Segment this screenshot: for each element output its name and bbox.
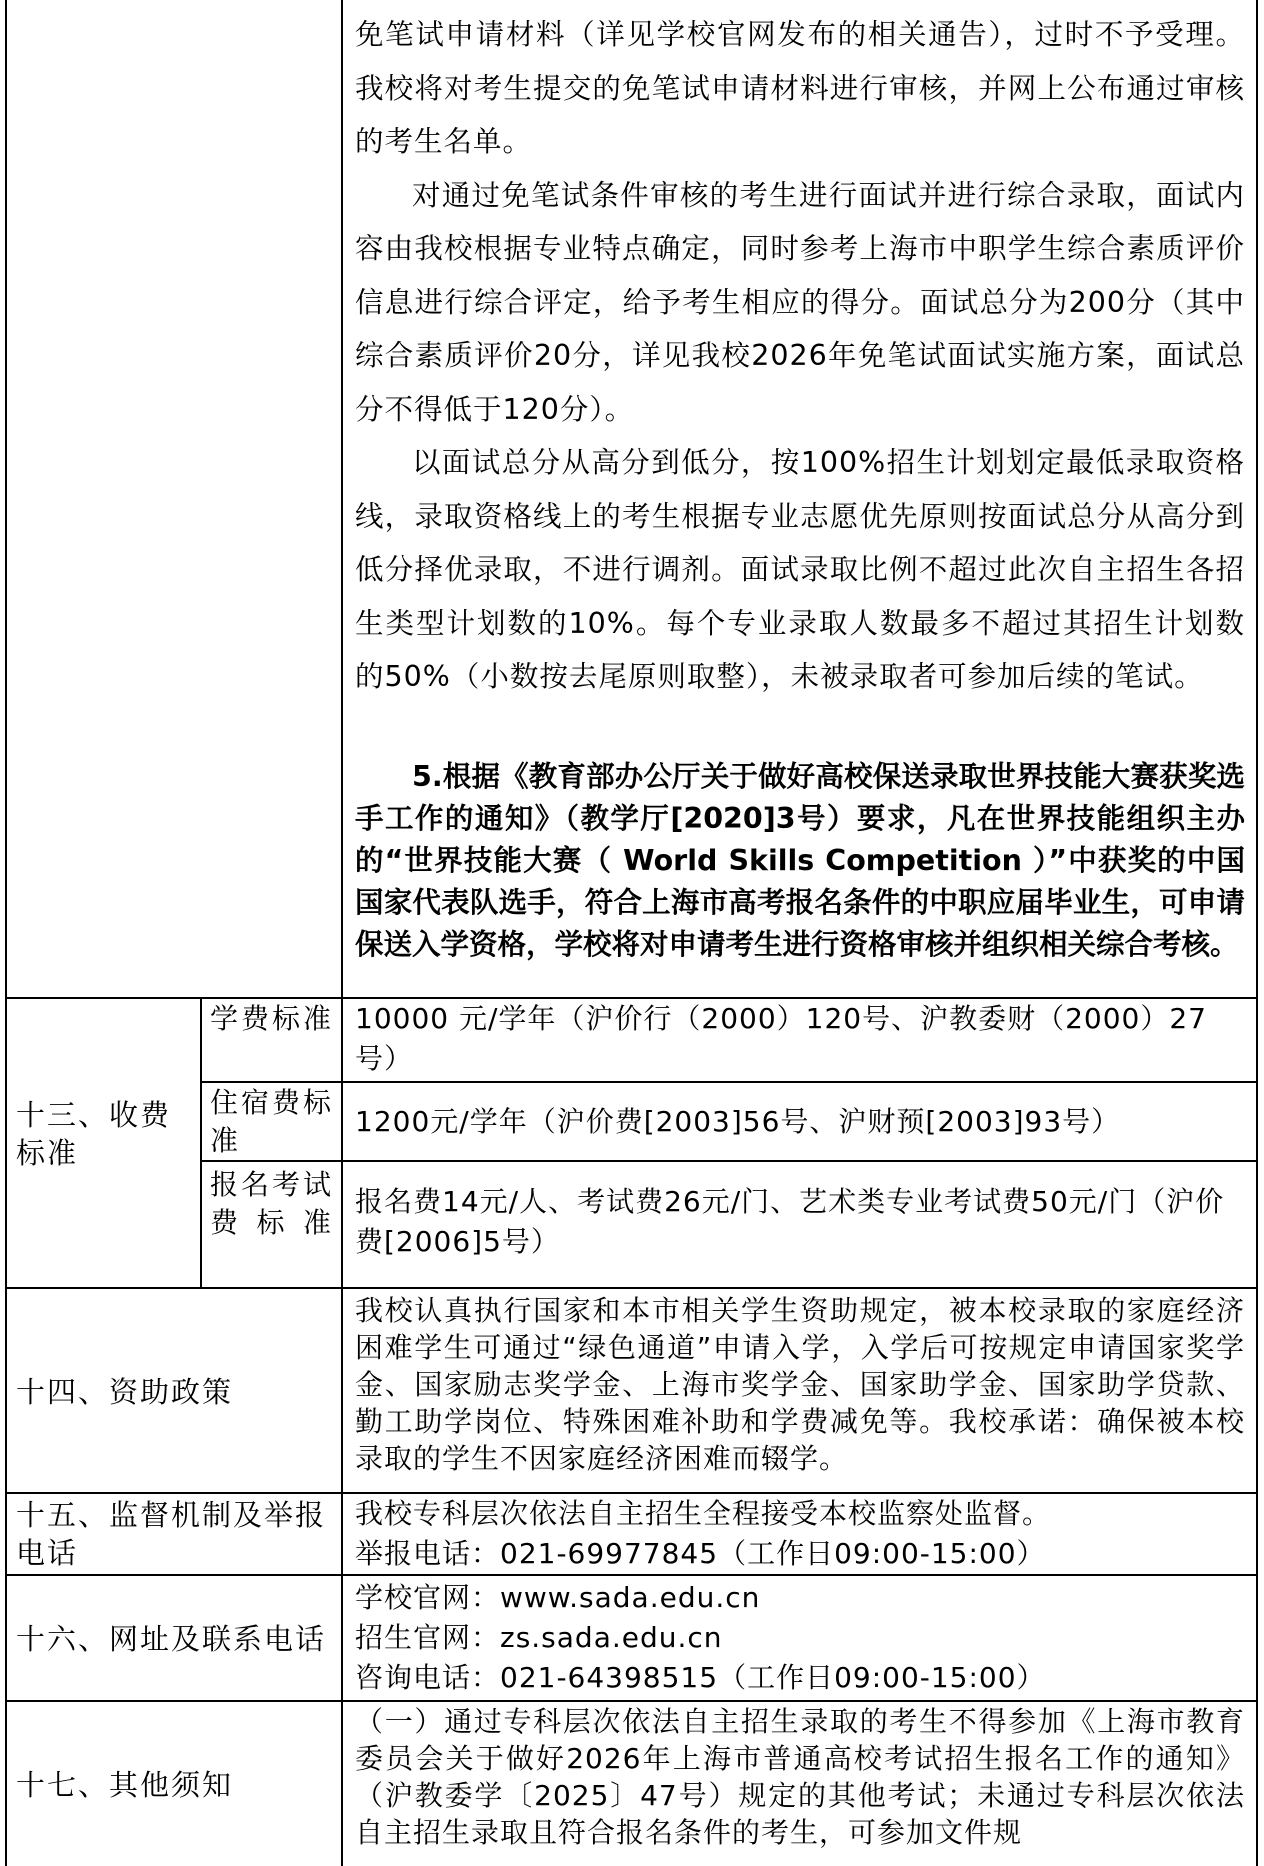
- other-notes-text: [355, 1703, 1245, 1851]
- section-label-aid: [16, 1290, 336, 1490]
- row-border: [5, 1287, 1258, 1289]
- label-text: 十四、资助政策: [16, 1374, 234, 1409]
- value-text: 1200元/学年（沪价费[2003]56号、沪财预[2003]93号）: [355, 1105, 1121, 1138]
- row-border: [200, 1081, 1258, 1083]
- value-text: （一）通过专科层次依法自主招生录取的考生不得参加《上海市教育委员会关于做好2026年上海市普通高校考试招生报名工作的通知》（沪教委学〔2025〕47号）规定的其他考试；未通过专科层次依法自主招生录取且符合报名条件的考生，可参加文件规: [355, 1705, 1245, 1849]
- exam-fee-label: [202, 1166, 341, 1242]
- exam-fee-value: [355, 1182, 1245, 1262]
- aid-policy-text: [355, 1292, 1245, 1477]
- paragraph: 免笔试申请材料（详见学校官网发布的相关通告），过时不予受理。我校将对考生提交的免笔试申请材料进行审核，并网上公布通过审核的考生名单。: [355, 18, 1245, 158]
- value-text: 10000 元/学年（沪价行（2000）120号、沪教委财（2000）27号）: [355, 1002, 1207, 1075]
- section-label-contact: [16, 1577, 336, 1698]
- consult-phone: 咨询电话：021-64398515（工作日09:00-15:00）: [355, 1661, 1046, 1694]
- row-border: [200, 1160, 1258, 1162]
- value-text: 报名费14元/人、考试费26元/门、艺术类专业考试费50元/门（沪价费[2006]5号）: [355, 1185, 1225, 1258]
- paragraph: 对通过免笔试条件审核的考生进行面试并进行综合录取，面试内容由我校根据专业特点确定，同时参考上海市中职学生综合素质评价信息进行综合评定，给予考生相应的得分。面试总分为200分（其中综合素质评价20分，详见我校2026年免笔试面试实施方案，面试总分不得低于120分）。: [355, 178, 1245, 426]
- paragraph-bold: 5.根据《教育部办公厅关于做好高校保送录取世界技能大赛获奖选手工作的通知》（教学厅[2020]3号）要求，凡在世界技能组织主办的“世界技能大赛（ World Skills Competition ）”中获奖的中国国家代表队选手，符合上海市高考报名条件的中职应届毕业生，可申请保送入学资格，学校将对申请考生进行资格审核并组织相关综合考核。: [355, 760, 1245, 961]
- section-label-fees: [16, 1098, 194, 1170]
- section-label-supervision: [16, 1496, 336, 1572]
- table-border-left: [5, 0, 7, 1866]
- admission-text-block: [355, 8, 1245, 704]
- admission-website-link[interactable]: 招生官网：zs.sada.edu.cn: [355, 1621, 723, 1654]
- label-text: 住宿费标准: [210, 1086, 331, 1157]
- tuition-value: [355, 999, 1245, 1079]
- section-label-other: [16, 1703, 336, 1863]
- supervision-line: 我校专科层次依法自主招生全程接受本校监察处监督。: [355, 1497, 1052, 1530]
- label-text: 十七、其他须知: [16, 1767, 234, 1802]
- dorm-value: [355, 1102, 1245, 1142]
- school-website-link[interactable]: 学校官网：www.sada.edu.cn: [355, 1581, 761, 1614]
- row-border: [5, 1700, 1258, 1702]
- label-text: 学费标准: [210, 1002, 331, 1035]
- tuition-label: [202, 1000, 341, 1038]
- value-text: 我校认真执行国家和本市相关学生资助规定，被本校录取的家庭经济困难学生可通过“绿色通道”申请入学，入学后可按规定申请国家奖学金、国家励志奖学金、上海市奖学金、国家助学金、国家助学贷款、勤工助学岗位、特殊困难补助和学费减免等。我校承诺：确保被本校录取的学生不因家庭经济困难而辍学。: [355, 1294, 1245, 1475]
- contact-text: [355, 1578, 1245, 1698]
- row-border: [5, 1574, 1258, 1576]
- table-border-right: [1256, 0, 1258, 1866]
- label-text: 报名考试费标准: [210, 1168, 331, 1239]
- dorm-label: [202, 1084, 341, 1160]
- paragraph: 以面试总分从高分到低分，按100%招生计划划定最低录取资格线，录取资格线上的考生根据专业志愿优先原则按面试总分从高分到低分择优录取，不进行调剂。面试录取比例不超过此次自主招生各招生类型计划数的10%。每个专业录取人数最多不超过其招生计划数的50%（小数按去尾原则取整），未被录取者可参加后续的笔试。: [355, 446, 1245, 693]
- world-skills-paragraph: [355, 756, 1245, 966]
- label-text: 十三、收费标准: [16, 1098, 172, 1170]
- label-text: 十六、网址及联系电话: [16, 1622, 327, 1656]
- supervision-text: [355, 1494, 1245, 1574]
- label-text: 十五、监督机制及举报电话: [16, 1498, 327, 1570]
- table-divider-main: [341, 0, 343, 1866]
- report-phone: 举报电话：021-69977845（工作日09:00-15:00）: [355, 1537, 1046, 1570]
